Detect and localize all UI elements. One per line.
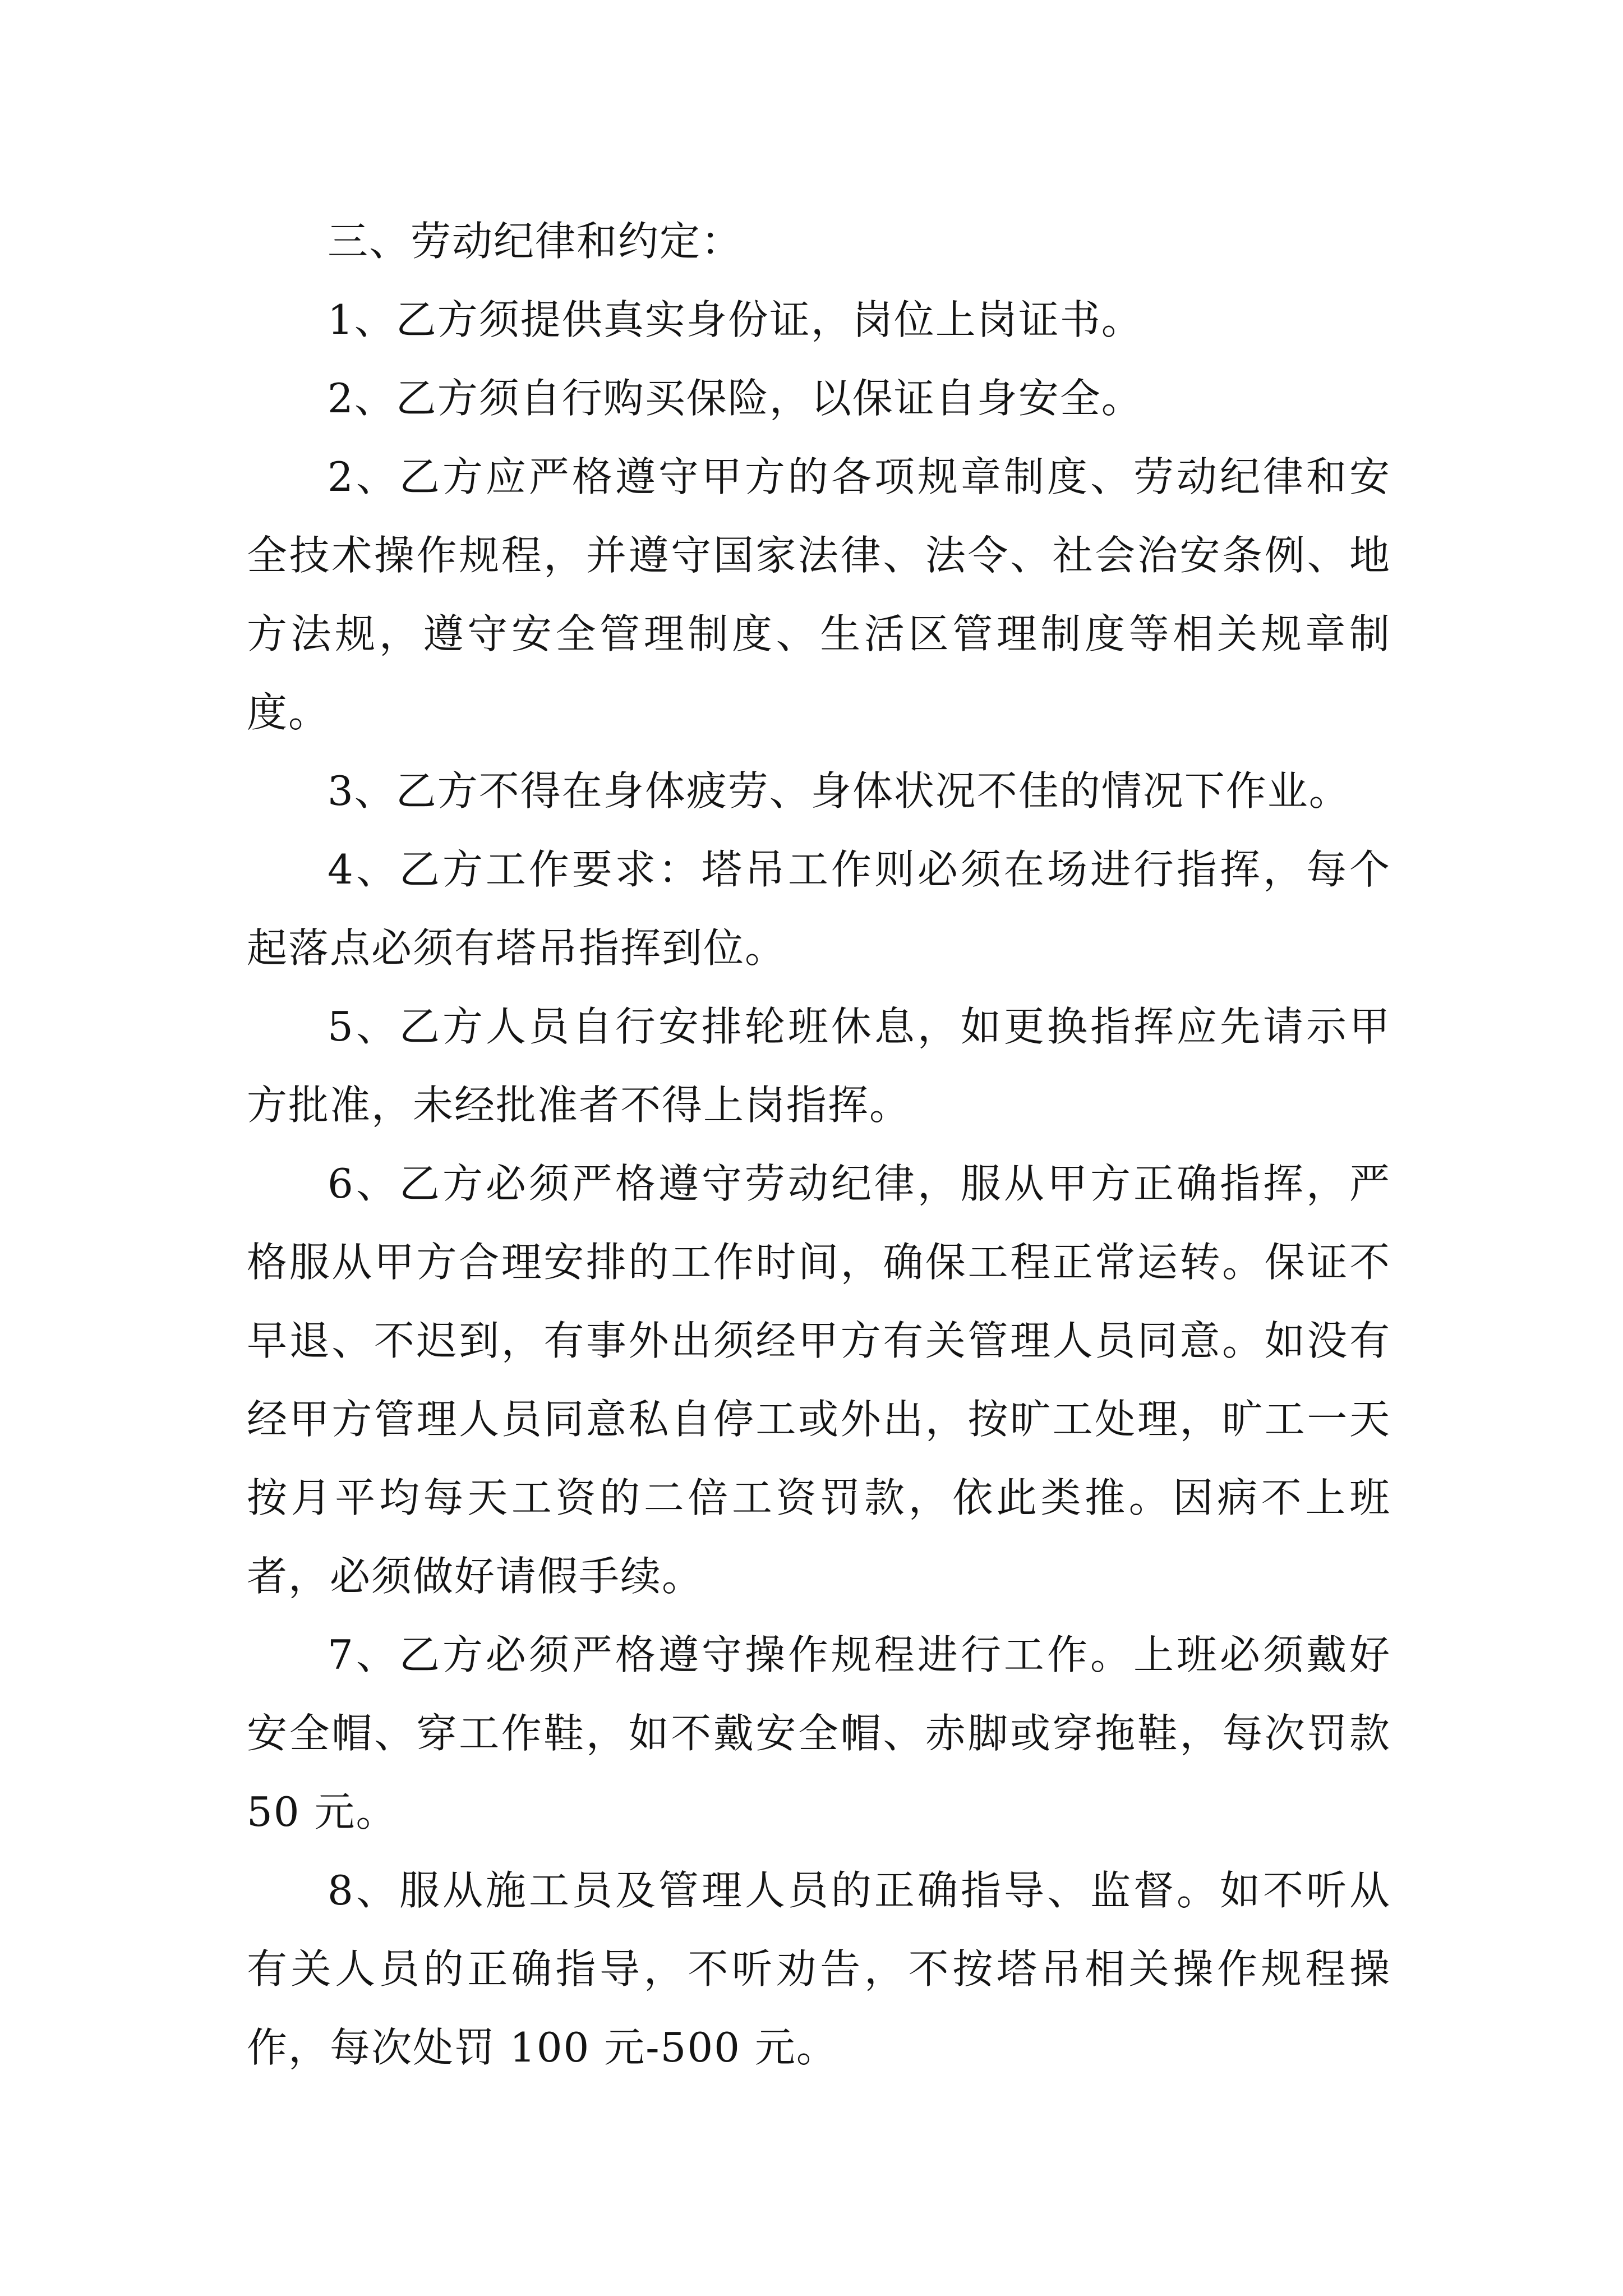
document-body bbox=[247, 202, 1391, 2087]
clause-5: 5、乙方人员自行安排轮班休息，如更换指挥应先请示甲方批准，未经批准者不得上岗指挥。 bbox=[247, 1003, 1391, 1129]
clause-6: 6、乙方必须严格遵守劳动纪律，服从甲方正确指挥，严格服从甲方合理安排的工作时间，确保工程正常运转。保证不早退、不迟到，有事外出须经甲方有关管理人员同意。如没有经甲方管理人员同意私自停工或外出，按旷工处理，旷工一天按月平均每天工资的二倍工资罚款，依此类推。因病不上班者，必须做好请假手续。 bbox=[247, 1160, 1391, 1600]
clause-2-insurance: 2、乙方须自行购买保险，以保证自身安全。 bbox=[328, 375, 1143, 422]
clause-1: 1、乙方须提供真实身份证，岗位上岗证书。 bbox=[328, 296, 1143, 343]
clause-3: 3、乙方不得在身体疲劳、身体状况不佳的情况下作业。 bbox=[328, 767, 1350, 815]
clause-2-regulations: 2、乙方应严格遵守甲方的各项规章制度、劳动纪律和安全技术操作规程，并遵守国家法律、法令、社会治安条例、地方法规，遵守安全管理制度、生活区管理制度等相关规章制度。 bbox=[247, 453, 1391, 736]
clause-7: 7、乙方必须严格遵守操作规程进行工作。上班必须戴好安全帽、穿工作鞋，如不戴安全帽、赤脚或穿拖鞋，每次罚款 50 元。 bbox=[247, 1631, 1391, 1835]
section-heading: 三、劳动纪律和约定： bbox=[328, 218, 743, 265]
clause-8: 8、服从施工员及管理人员的正确指导、监督。如不听从有关人员的正确指导，不听劝告，不按塔吊相关操作规程操作，每次处罚 100 元-500 元。 bbox=[247, 1867, 1391, 2071]
clause-4: 4、乙方工作要求：塔吊工作则必须在场进行指挥，每个起落点必须有塔吊指挥到位。 bbox=[247, 846, 1391, 972]
